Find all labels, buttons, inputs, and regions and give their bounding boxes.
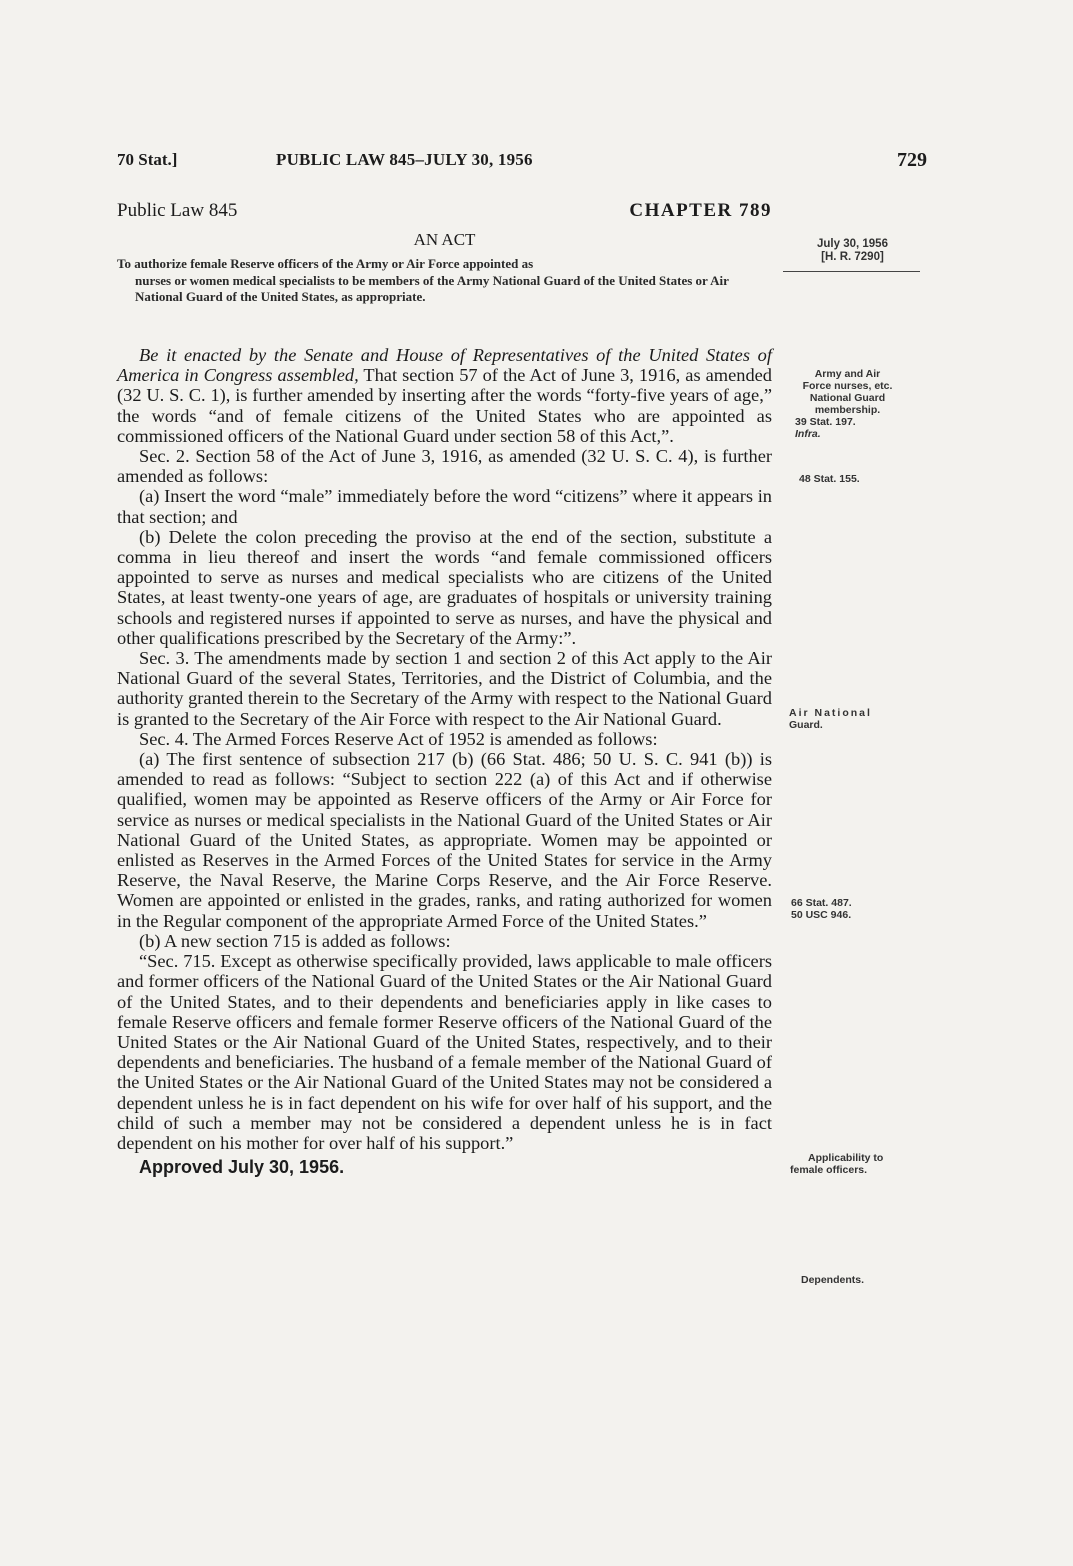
margin-line: National Guard [809,392,886,404]
section-4-b: (b) A new section 715 is added as follows: [139,930,451,951]
margin-line: Infra. [795,428,821,440]
margin-date-note [785,238,920,264]
section-2-b: (b) Delete the colon preceding the proviso at the end of the section, substitute a comma in lieu thereof and insert the words “and female commissioned officers appointed to serve as nurses and medical specialists who are citizens of the United States, at least twenty-one years of age, are graduates of hospitals or university training schools and registered nurses if appointed to serve as nurses, and have the physical and other qualifications prescribed by the Secretary of the Army:”. [117,526,772,648]
act-purpose [117,256,769,306]
public-law-number: Public Law 845 [117,200,238,221]
running-title: PUBLIC LAW 845–JULY 30, 1956 [276,150,533,169]
statute-reference: 70 Stat.] [117,150,178,169]
margin-note-air-national-guard [789,707,929,731]
enacting-clause: Be it enacted by the Senate and House of Representatives of the United States of America in Congress assembled, [117,345,772,386]
law-identifier [117,200,772,226]
section-4-a: (a) The first sentence of subsection 217 (b) (66 Stat. 486; 50 U. S. C. 941 (b)) is amended to read as follows: “Subject to section 222 (a) of this Act and if otherwise qualified, women may be appointed as Reserve officers of the Army or Air Force for service as nurses or medical specialists in the National Guard of the United States or Air National Guard of the United States, as appropriate. Women may be appointed or enlisted as Reserves in the Armed Forces of the United States for service in the Army Reserve, the Naval Reserve, the Marine Corps Reserve, and the Air Force Reserve. Women are appointed or enlisted in the grades, ranks, and rating authorized for women in the Regular component of the appropriate Armed Force of the United States.” [117,749,772,931]
margin-line: Applicability to [808,1152,884,1164]
margin-line: 66 Stat. 487. [791,897,852,909]
margin-line: Army and Air [814,368,881,380]
page-number: 729 [897,149,927,171]
margin-note-66-stat [791,897,931,921]
section-2-a: (a) Insert the word “male” immediately before the word “citizens” where it appears in that section; and [117,486,772,527]
section-2: Sec. 2. Section 58 of the Act of June 3, 1916, as amended (32 U. S. C. 4), is further amended as follows: [117,446,772,487]
margin-line: Force nurses, etc. [802,380,893,392]
purpose-first-line: To authorize female Reserve officers of the Army or Air Force appointed as [117,256,534,271]
margin-note-membership [785,368,910,440]
act-body [117,345,772,1177]
margin-rule [783,271,920,272]
act-heading: AN ACT [413,230,476,249]
section-1-text: That section 57 of the Act of June 3, 1916, as amended (32 U. S. C. 1), is further amended by inserting after the words “forty-five years of age,” the words “and of female citizens of the United States who are appointed as commissioned officers of the National Guard under section 58 of this Act,”. [117,365,772,446]
margin-note-48-stat: 48 Stat. 155. [799,473,860,485]
margin-note-applicability [790,1152,920,1176]
margin-line: Air National [789,707,872,719]
margin-note-dependents: Dependents. [801,1274,865,1286]
margin-date: July 30, 1956 [817,238,888,250]
margin-line: 50 USC 946. [791,909,852,921]
section-1 [117,345,772,446]
section-4: Sec. 4. The Armed Forces Reserve Act of 1952 is amended as follows: [139,728,658,749]
approval-date: Approved July 30, 1956. [139,1157,345,1178]
chapter-number: CHAPTER 789 [629,200,772,221]
margin-bill-number: [H. R. 7290] [821,251,884,263]
section-715: “Sec. 715. Except as otherwise specifically provided, laws applicable to male officers and former officers of the National Guard of the United States or the Air National Guard of the United States, and to their dependents and beneficiaries apply in like cases to female Reserve officers and female former Reserve officers of the National Guard of the United States or the Air National Guard of the United States, respectively, and to their dependents and beneficiaries. The husband of a female member of the National Guard of the United States or the Air National Guard of the United States may not be considered a dependent unless he is in fact dependent on his wife for over half of his support, and the child of such a member may not be considered a dependent unless he is in fact dependent on his mother for over half of his support.” [117,951,772,1153]
margin-line: Guard. [789,719,823,731]
section-3: Sec. 3. The amendments made by section 1 and section 2 of this Act apply to the Air National Guard of the several States, Territories, and the District of Columbia, and the authority granted therein to the Secretary of the Army with respect to the National Guard is granted to the Secretary of the Air Force with respect to the Air National Guard. [117,648,772,729]
page-header [117,150,927,176]
purpose-continuation: nurses or women medical specialists to be members of the Army National Guard of the United States or Air National Guard of the United States, as appropriate. [135,272,729,304]
margin-line: female officers. [790,1164,868,1176]
margin-line: membership. [814,404,881,416]
margin-line: 39 Stat. 197. [795,416,856,428]
